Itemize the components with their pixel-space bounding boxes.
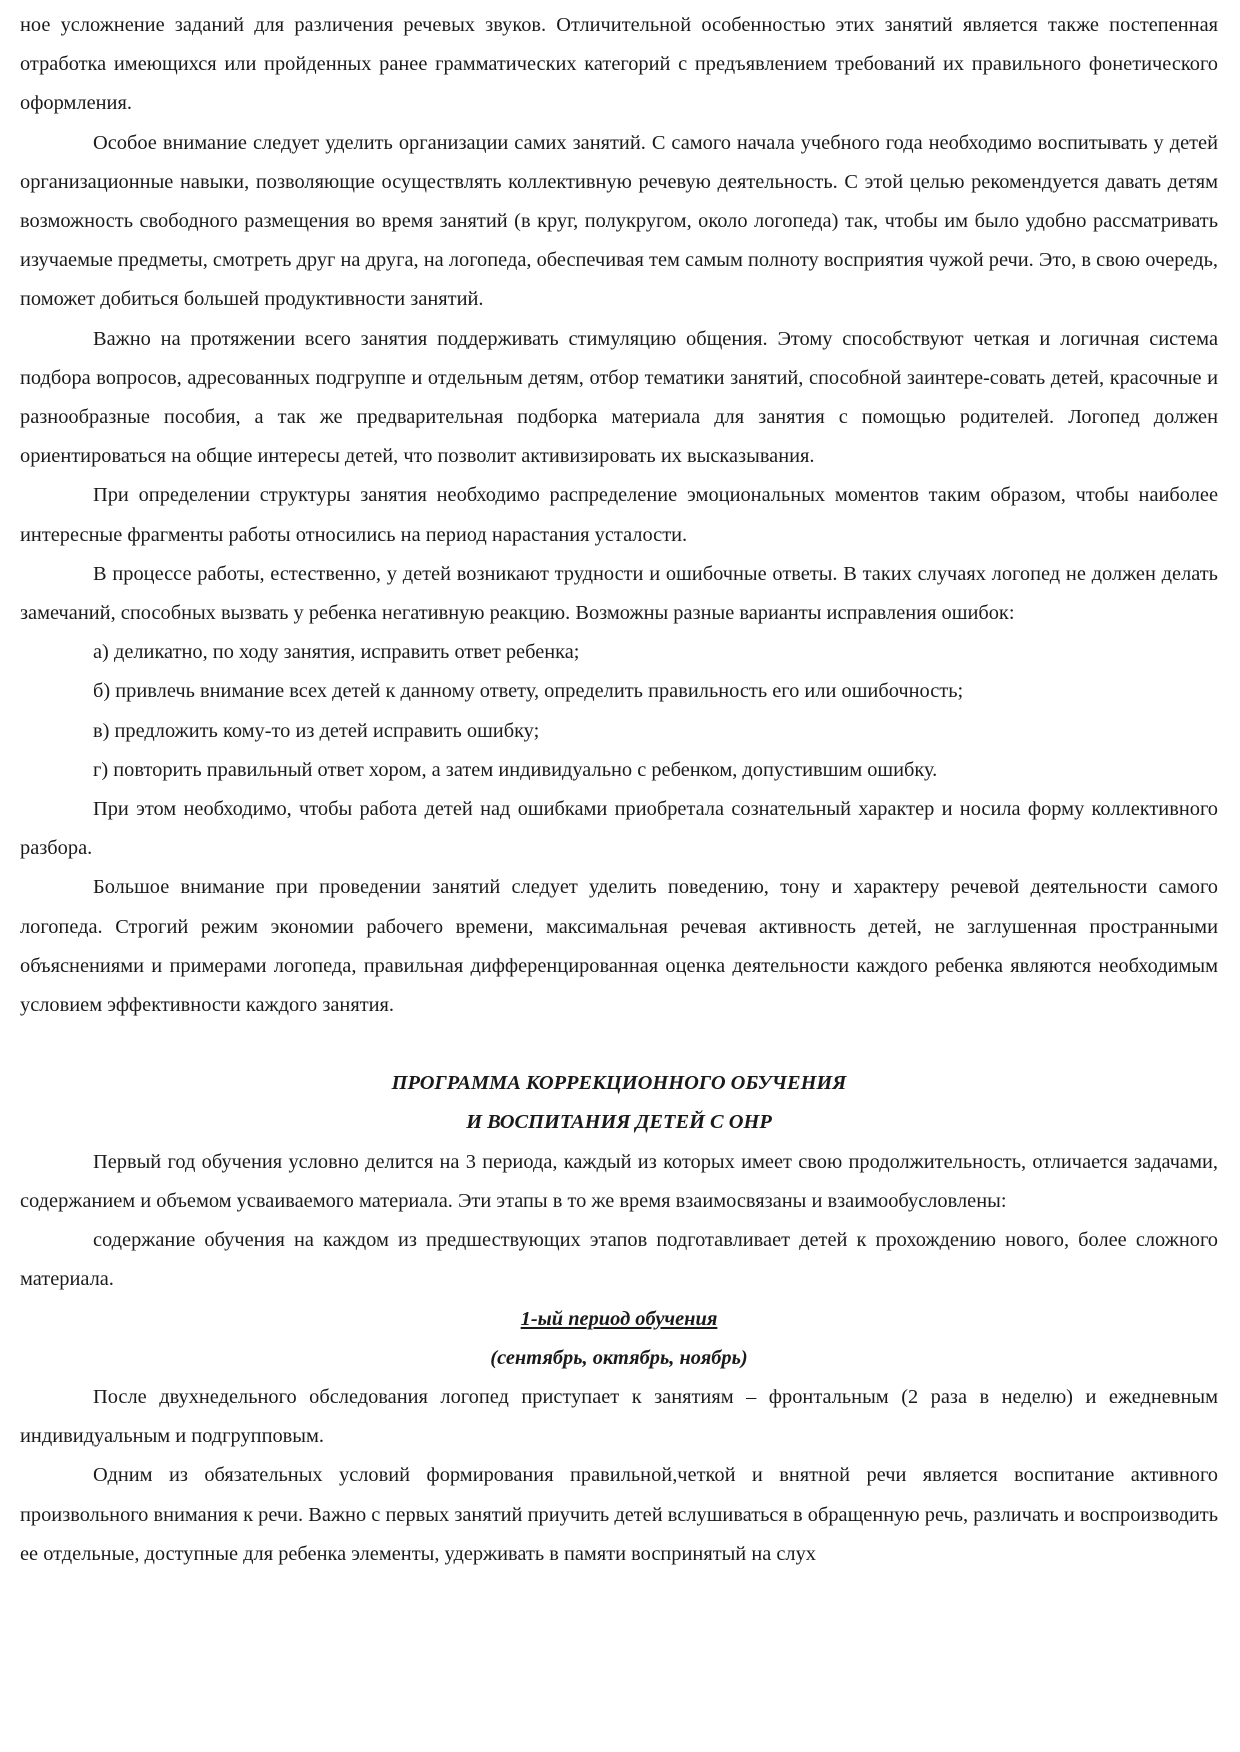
paragraph-stimulation: Важно на протяжении всего занятия поддерживать стимуляцию общения. Этому способствуют четкая и логичная система подбора вопросов, адресованных подгруппе и отдельным детям, отбор тематики занятий, способной заинтере-совать детей, красочные и разнообразные пособия, а так же предварительная подборка материала для занятия с помощью родителей. Логопед должен ориентироваться на общие интересы детей, что позволит активизировать их высказывания.	[20, 327, 1218, 468]
period-heading-title-text: 1-ый период обучения	[520, 1307, 718, 1330]
program-heading-line1: ПРОГРАММА КОРРЕКЦИОННОГО ОБУЧЕНИЯ	[391, 1072, 847, 1095]
paragraph-errors: В процессе работы, естественно, у детей возникают трудности и ошибочные ответы. В таких случаях логопед не должен делать замечаний, способных вызвать у ребенка негативную реакцию. Возможны разные варианты исправления ошибок:	[20, 562, 1218, 625]
paragraph-conscious-work: При этом необходимо, чтобы работа детей над ошибками приобретала сознательный характер и носила форму коллективного разбора.	[20, 798, 1218, 860]
paragraph-attention: Одним из обязательных условий формирования правильной,четкой и внятной речи является воспитание активного произвольного внимания к речи. Важно с первых занятий приучить детей вслушиваться в обращенную речь, различать и воспроизводить ее отдельные, доступные для ребенка элементы, удерживать в памяти воспринятый на слух	[20, 1464, 1218, 1565]
paragraph-after-exam: После двухнедельного обследования логопед приступает к занятиям – фронтальным (2 раза в неделю) и ежедневным индивидуальным и подгрупповым.	[20, 1385, 1218, 1448]
period-heading-months: (сентябрь, октябрь, ноябрь)	[490, 1346, 748, 1369]
program-heading-line2: И ВОСПИТАНИЯ ДЕТЕЙ С ОНР	[466, 1111, 772, 1134]
section-gap	[20, 1025, 1218, 1064]
paragraph-structure: При определении структуры занятия необходимо распределение эмоциональных моментов таким образом, чтобы наиболее интересные фрагменты работы относились на период нарастания усталости.	[20, 484, 1218, 546]
list-item-b: б) привлечь внимание всех детей к данному ответу, определить правильность его или ошибочность;	[93, 680, 964, 703]
paragraph-first-year: Первый год обучения условно делится на 3 периода, каждый из которых имеет свою продолжительность, отличается задачами, содержанием и объемом усваиваемого материала. Эти этапы в то же время взаимосвязаны и взаимообусловлены:	[20, 1150, 1218, 1212]
period-heading-title	[20, 1300, 1218, 1339]
list-item-a: а) деликатно, по ходу занятия, исправить ответ ребенка;	[93, 641, 580, 664]
document-page	[20, 6, 1218, 1574]
list-item-c: в) предложить кому-то из детей исправить ошибку;	[93, 719, 540, 742]
paragraph-continuation: ное усложнение заданий для различения речевых звуков. Отличительной особенностью этих занятий является также постепенная отработка имеющихся или пройденных ранее грамматических категорий с предъявлением требований их правильного фонетического оформления.	[20, 14, 1218, 115]
list-item-d: г) повторить правильный ответ хором, а затем индивидуально с ребенком, допустившим ошибку.	[93, 758, 938, 781]
paragraph-organization: Особое внимание следует уделить организации самих занятий. С самого начала учебного года необходимо воспитывать у детей организационные навыки, позволяющие осуществлять коллективную речевую деятельность. С этой целью рекомендуется давать детям возможность свободного размещения во время занятий (в круг, полукругом, около логопеда) так, чтобы им было удобно рассматривать изучаемые предметы, смотреть друг на друга, на логопеда, обеспечивая тем самым полноту восприятия чужой речи. Это, в свою очередь, поможет добиться большей продуктивности занятий.	[20, 131, 1218, 311]
paragraph-logoped-behavior: Большое внимание при проведении занятий следует уделить поведению, тону и характеру речевой деятельности самого логопеда. Строгий режим экономии рабочего времени, максимальная речевая активность детей, не заглушенная пространными объяснениями и примерами логопеда, правильная дифференцированная оценка деятельности каждого ребенка являются необходимым условием эффективности каждого занятия.	[20, 876, 1218, 1017]
paragraph-content: содержание обучения на каждом из предшествующих этапов подготавливает детей к прохождению нового, более сложного материала.	[20, 1229, 1218, 1291]
